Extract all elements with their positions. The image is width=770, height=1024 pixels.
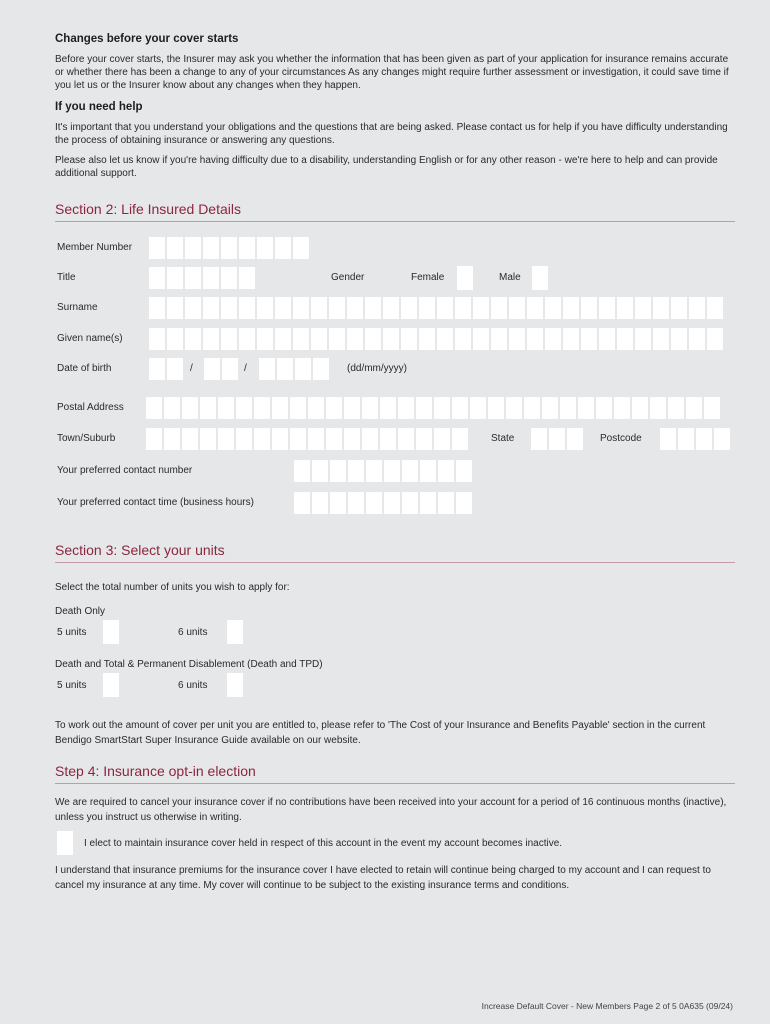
char-box[interactable] (488, 397, 504, 419)
char-box[interactable] (380, 397, 396, 419)
char-box[interactable] (714, 428, 730, 450)
char-box[interactable] (167, 297, 183, 319)
char-box[interactable] (455, 328, 471, 350)
char-box[interactable] (146, 428, 162, 450)
char-box[interactable] (348, 492, 364, 514)
char-box[interactable] (239, 237, 255, 259)
char-box[interactable] (167, 237, 183, 259)
char-box[interactable] (419, 297, 435, 319)
char-box[interactable] (707, 328, 723, 350)
death-tpd-label: Death and Total & Permanent Disablement (Death and TPD) (55, 659, 323, 670)
char-box[interactable] (366, 492, 382, 514)
char-box[interactable] (434, 428, 450, 450)
char-box[interactable] (330, 460, 346, 482)
char-box[interactable] (578, 397, 594, 419)
char-box[interactable] (326, 397, 342, 419)
char-box[interactable] (452, 397, 468, 419)
char-box[interactable] (599, 297, 615, 319)
char-box[interactable] (344, 397, 360, 419)
char-box[interactable] (671, 328, 687, 350)
char-box[interactable] (491, 328, 507, 350)
char-box[interactable] (329, 297, 345, 319)
char-box[interactable] (222, 358, 238, 380)
char-box[interactable] (653, 297, 669, 319)
char-box[interactable] (344, 428, 360, 450)
contact-time-label: Your preferred contact time (business hours) (57, 497, 254, 508)
char-box[interactable] (329, 328, 345, 350)
char-box[interactable] (218, 428, 234, 450)
char-box[interactable] (293, 328, 309, 350)
char-box[interactable] (384, 492, 400, 514)
char-box[interactable] (437, 328, 453, 350)
char-box[interactable] (293, 297, 309, 319)
char-box[interactable] (438, 460, 454, 482)
char-box[interactable] (221, 297, 237, 319)
page-footer: Increase Default Cover - New Members Page 2 of 5 0A635 (09/24) (481, 1001, 733, 1011)
char-box[interactable] (635, 328, 651, 350)
contact-number-field[interactable] (294, 460, 472, 482)
contact-number-label: Your preferred contact number (57, 465, 193, 476)
changes-heading: Changes before your cover starts (55, 33, 239, 45)
char-box[interactable] (257, 237, 273, 259)
char-box[interactable] (401, 328, 417, 350)
help-text-2: Please also let us know if you're having difficulty due to a disability, understanding English or for any other reason - we're here to help and can provide additional support. (55, 155, 718, 179)
female-checkbox[interactable] (457, 266, 473, 290)
char-box[interactable] (272, 397, 288, 419)
death-only-label: Death Only (55, 606, 106, 617)
char-box[interactable] (524, 397, 540, 419)
char-box[interactable] (257, 328, 273, 350)
char-box[interactable] (678, 428, 694, 450)
char-box[interactable] (275, 328, 291, 350)
char-box[interactable] (531, 428, 547, 450)
char-box[interactable] (527, 297, 543, 319)
death-tpd-6-units-checkbox[interactable] (227, 673, 243, 697)
char-box[interactable] (348, 460, 364, 482)
death-tpd-6-units-label: 6 units (178, 680, 208, 691)
char-box[interactable] (567, 428, 583, 450)
char-box[interactable] (398, 397, 414, 419)
char-box[interactable] (660, 428, 676, 450)
char-box[interactable] (491, 297, 507, 319)
char-box[interactable] (686, 397, 702, 419)
char-box[interactable] (167, 358, 183, 380)
char-box[interactable] (416, 397, 432, 419)
char-box[interactable] (277, 358, 293, 380)
char-box[interactable] (470, 397, 486, 419)
male-checkbox[interactable] (532, 266, 548, 290)
char-box[interactable] (203, 297, 219, 319)
char-box[interactable] (167, 267, 183, 289)
char-box[interactable] (707, 297, 723, 319)
town-suburb-label: Town/Suburb (57, 433, 116, 444)
postcode-field[interactable] (660, 428, 730, 450)
char-box[interactable] (294, 460, 310, 482)
char-box[interactable] (599, 328, 615, 350)
surname-field[interactable] (149, 297, 723, 319)
units-note: To work out the amount of cover per unit you are entitled to, please refer to 'The Cost of your Insurance and Benefits Payable' section in the current Bendigo SmartStart Super Insurance Guide available on our website. (55, 720, 706, 746)
char-box[interactable] (204, 358, 220, 380)
death-tpd-5-units-checkbox[interactable] (103, 673, 119, 697)
char-box[interactable] (236, 428, 252, 450)
death-only-5-units-label: 5 units (57, 627, 87, 638)
given-names-field[interactable] (149, 328, 723, 350)
char-box[interactable] (257, 297, 273, 319)
char-box[interactable] (275, 297, 291, 319)
char-box[interactable] (203, 237, 219, 259)
char-box[interactable] (545, 297, 561, 319)
title-label: Title (57, 272, 76, 283)
changes-text: Before your cover starts, the Insurer may ask you whether the information that has been given as part of your application for insurance remains accurate or whether there has been a change to any of your circumstances As any changes might require further assessment or investigation, it could save time if you let us or the Insurer know about any changes when they happen. (55, 54, 729, 91)
char-box[interactable] (149, 297, 165, 319)
char-box[interactable] (290, 397, 306, 419)
char-box[interactable] (563, 297, 579, 319)
char-box[interactable] (542, 397, 558, 419)
char-box[interactable] (200, 428, 216, 450)
char-box[interactable] (420, 492, 436, 514)
char-box[interactable] (527, 328, 543, 350)
char-box[interactable] (146, 397, 162, 419)
char-box[interactable] (509, 328, 525, 350)
char-box[interactable] (326, 428, 342, 450)
char-box[interactable] (384, 460, 400, 482)
dob-month-field[interactable] (204, 358, 238, 380)
char-box[interactable] (200, 397, 216, 419)
char-box[interactable] (218, 397, 234, 419)
state-label: State (491, 433, 515, 444)
char-box[interactable] (650, 397, 666, 419)
char-box[interactable] (221, 237, 237, 259)
char-box[interactable] (596, 397, 612, 419)
char-box[interactable] (275, 237, 291, 259)
dob-year-field[interactable] (259, 358, 329, 380)
section-3-title: Section 3: Select your units (55, 542, 225, 558)
inactive-notice: We are required to cancel your insurance cover if no contributions have been received into your account for a period of 16 continuous months (inactive), unless you instruct us otherwise in writing. (55, 797, 727, 823)
maintain-cover-checkbox[interactable] (57, 831, 73, 855)
death-only-5-units-checkbox[interactable] (103, 620, 119, 644)
char-box[interactable] (182, 428, 198, 450)
female-label: Female (411, 272, 445, 283)
male-label: Male (499, 272, 521, 283)
char-box[interactable] (380, 428, 396, 450)
maintain-cover-label: I elect to maintain insurance cover held in respect of this account in the event my account becomes inactive. (84, 838, 563, 849)
char-box[interactable] (366, 460, 382, 482)
char-box[interactable] (254, 428, 270, 450)
state-field[interactable] (531, 428, 583, 450)
char-box[interactable] (689, 297, 705, 319)
char-box[interactable] (438, 492, 454, 514)
char-box[interactable] (203, 328, 219, 350)
char-box[interactable] (416, 428, 432, 450)
char-box[interactable] (506, 397, 522, 419)
member-number-field[interactable] (149, 237, 309, 259)
given-names-label: Given name(s) (57, 333, 123, 344)
town-suburb-field[interactable] (146, 428, 468, 450)
char-box[interactable] (362, 428, 378, 450)
char-box[interactable] (545, 328, 561, 350)
char-box[interactable] (420, 460, 436, 482)
char-box[interactable] (696, 428, 712, 450)
char-box[interactable] (308, 428, 324, 450)
char-box[interactable] (704, 397, 720, 419)
char-box[interactable] (671, 297, 687, 319)
char-box[interactable] (313, 358, 329, 380)
char-box[interactable] (614, 397, 630, 419)
char-box[interactable] (563, 328, 579, 350)
char-box[interactable] (203, 267, 219, 289)
section-2-title: Section 2: Life Insured Details (55, 201, 241, 217)
char-box[interactable] (293, 237, 309, 259)
char-box[interactable] (272, 428, 288, 450)
char-box[interactable] (398, 428, 414, 450)
char-box[interactable] (185, 328, 201, 350)
char-box[interactable] (295, 358, 311, 380)
char-box[interactable] (456, 460, 472, 482)
char-box[interactable] (668, 397, 684, 419)
help-heading: If you need help (55, 101, 143, 113)
section-2-divider (55, 221, 735, 222)
char-box[interactable] (560, 397, 576, 419)
char-box[interactable] (254, 397, 270, 419)
char-box[interactable] (330, 492, 346, 514)
char-box[interactable] (312, 492, 328, 514)
char-box[interactable] (452, 428, 468, 450)
dob-slash-1: / (190, 363, 193, 374)
surname-label: Surname (57, 302, 98, 313)
char-box[interactable] (419, 328, 435, 350)
death-tpd-5-units-label: 5 units (57, 680, 87, 691)
char-box[interactable] (290, 428, 306, 450)
char-box[interactable] (239, 328, 255, 350)
step-4-divider (55, 783, 735, 784)
help-text-1: It's important that you understand your obligations and the questions that are being asked. Please contact us for help if you have difficulty understanding the process of obtaining insurance or answering any questions. (55, 122, 728, 146)
postal-address-label: Postal Address (57, 402, 124, 413)
char-box[interactable] (164, 428, 180, 450)
section-3-divider (55, 562, 735, 563)
step-4-title: Step 4: Insurance opt-in election (55, 763, 256, 779)
char-box[interactable] (221, 328, 237, 350)
char-box[interactable] (401, 297, 417, 319)
char-box[interactable] (632, 397, 648, 419)
char-box[interactable] (437, 297, 453, 319)
char-box[interactable] (149, 358, 165, 380)
char-box[interactable] (311, 297, 327, 319)
char-box[interactable] (149, 237, 165, 259)
char-box[interactable] (365, 328, 381, 350)
char-box[interactable] (549, 428, 565, 450)
char-box[interactable] (185, 297, 201, 319)
char-box[interactable] (455, 297, 471, 319)
char-box[interactable] (617, 297, 633, 319)
dob-format-hint: (dd/mm/yyyy) (347, 363, 407, 374)
char-box[interactable] (689, 328, 705, 350)
death-only-6-units-label: 6 units (178, 627, 208, 638)
premiums-notice: I understand that insurance premiums for the insurance cover I have elected to retain will continue being charged to my account and I can request to cancel my insurance at any time. My cover will continue to be subject to the existing insurance terms and conditions. (55, 865, 711, 891)
char-box[interactable] (311, 328, 327, 350)
char-box[interactable] (236, 397, 252, 419)
dob-day-field[interactable] (149, 358, 183, 380)
char-box[interactable] (365, 297, 381, 319)
char-box[interactable] (185, 267, 201, 289)
char-box[interactable] (221, 267, 237, 289)
char-box[interactable] (308, 397, 324, 419)
dob-slash-2: / (244, 363, 247, 374)
char-box[interactable] (182, 397, 198, 419)
gender-label: Gender (331, 272, 365, 283)
char-box[interactable] (617, 328, 633, 350)
death-only-6-units-checkbox[interactable] (227, 620, 243, 644)
postcode-label: Postcode (600, 433, 642, 444)
char-box[interactable] (434, 397, 450, 419)
char-box[interactable] (581, 297, 597, 319)
char-box[interactable] (239, 297, 255, 319)
char-box[interactable] (167, 328, 183, 350)
char-box[interactable] (509, 297, 525, 319)
char-box[interactable] (164, 397, 180, 419)
units-instruction: Select the total number of units you wish to apply for: (55, 582, 290, 593)
member-number-label: Member Number (57, 242, 133, 253)
char-box[interactable] (312, 460, 328, 482)
char-box[interactable] (185, 237, 201, 259)
char-box[interactable] (259, 358, 275, 380)
char-box[interactable] (294, 492, 310, 514)
char-box[interactable] (402, 492, 418, 514)
char-box[interactable] (456, 492, 472, 514)
contact-time-field[interactable] (294, 492, 472, 514)
char-box[interactable] (402, 460, 418, 482)
char-box[interactable] (383, 328, 399, 350)
char-box[interactable] (635, 297, 651, 319)
char-box[interactable] (362, 397, 378, 419)
postal-address-field[interactable] (146, 397, 720, 419)
char-box[interactable] (473, 297, 489, 319)
char-box[interactable] (149, 328, 165, 350)
char-box[interactable] (239, 267, 255, 289)
char-box[interactable] (149, 267, 165, 289)
char-box[interactable] (383, 297, 399, 319)
char-box[interactable] (473, 328, 489, 350)
char-box[interactable] (653, 328, 669, 350)
char-box[interactable] (581, 328, 597, 350)
title-field[interactable] (149, 267, 255, 289)
char-box[interactable] (347, 328, 363, 350)
char-box[interactable] (347, 297, 363, 319)
dob-label: Date of birth (57, 363, 112, 374)
